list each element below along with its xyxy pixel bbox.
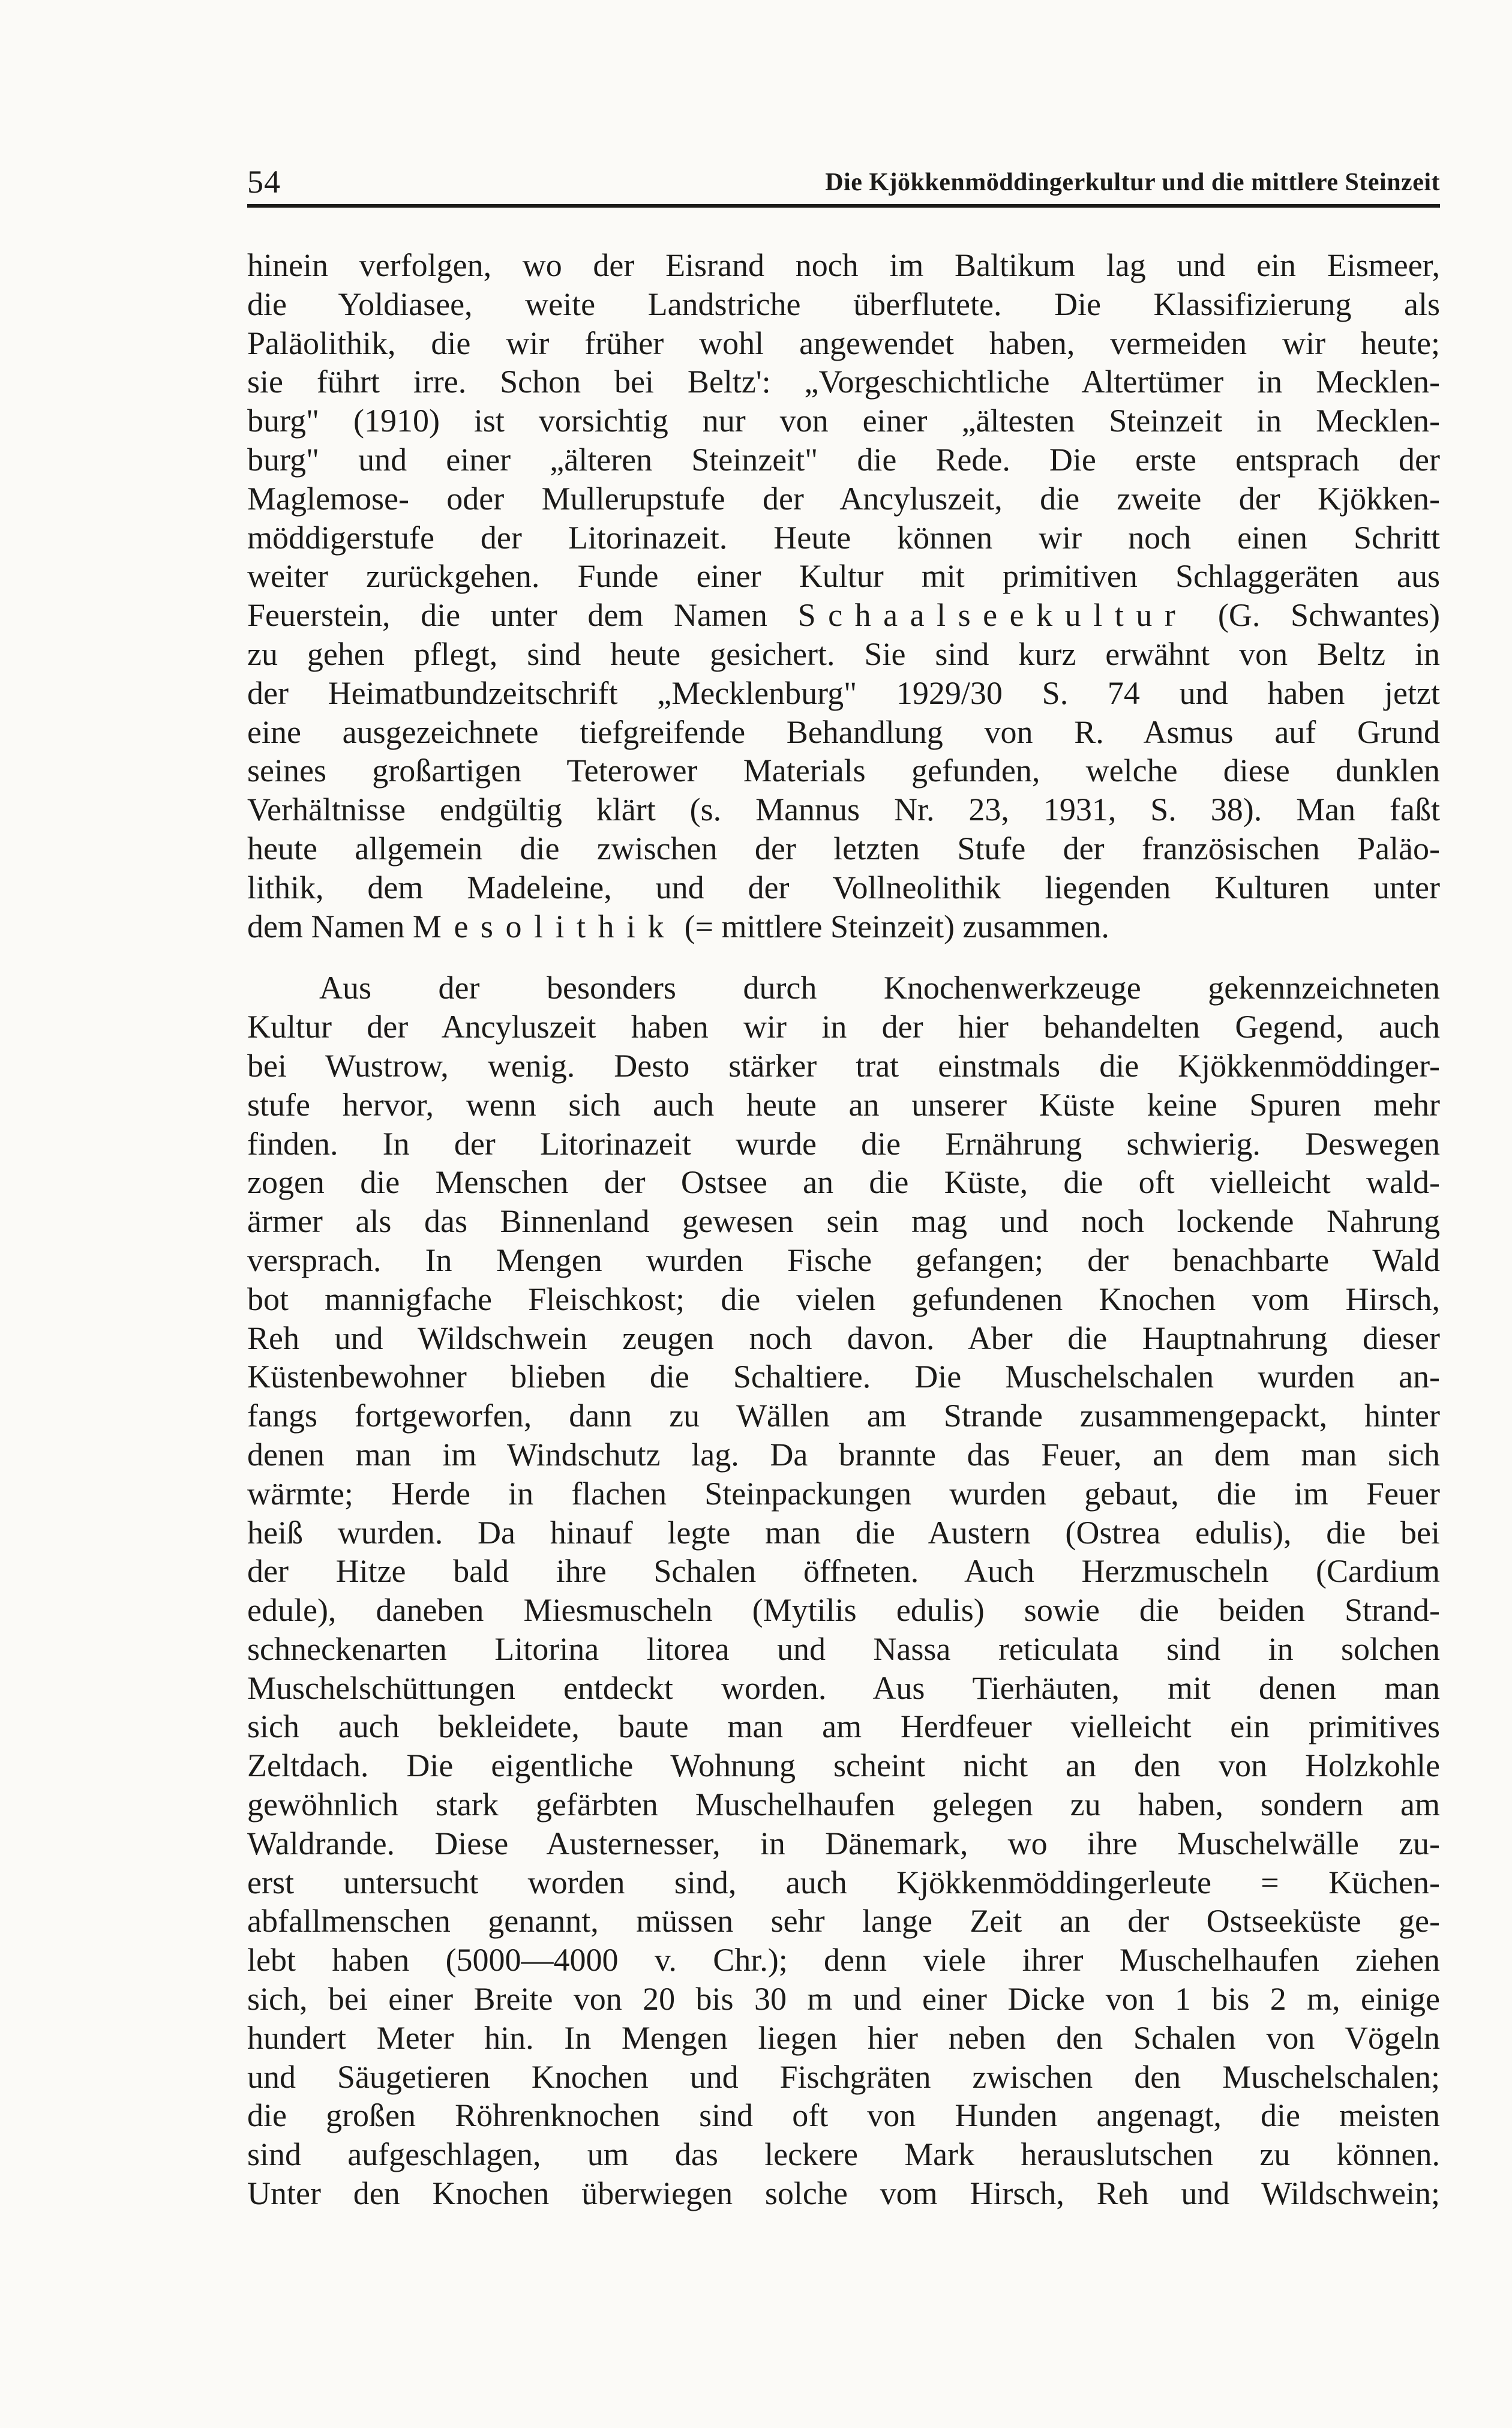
text-line: die großen Röhrenknochen sind oft von Hunden angenagt, die meisten (247, 2097, 1440, 2134)
spaced-term: Schaalseekultur (797, 597, 1188, 634)
text-line: lithik, dem Madeleine, und der Vollneolithik liegenden Kulturen unter (247, 869, 1440, 906)
text-line: finden. In der Litorinazeit wurde die Ernährung schwierig. Deswegen (247, 1125, 1440, 1162)
text-line: heiß wurden. Da hinauf legte man die Austern (Ostrea edulis), die bei (247, 1514, 1440, 1551)
text-line: seines großartigen Teterower Materials gefunden, welche diese dunklen (247, 753, 1440, 789)
running-title: Die Kjökkenmöddingerkultur und die mittlere Steinzeit (825, 169, 1440, 196)
text-line: Küstenbewohner blieben die Schaltiere. Die Muschelschalen wurden an- (247, 1359, 1440, 1395)
text-line: eine ausgezeichnete tiefgreifende Behandlung von R. Asmus auf Grund (247, 714, 1440, 750)
text-line: heute allgemein die zwischen der letzten Stufe der französischen Paläo- (247, 830, 1440, 867)
page-number: 54 (247, 164, 281, 200)
paragraph-gap (247, 946, 1440, 969)
text-segment: Feuerstein, die unter dem Namen (247, 597, 798, 634)
text-segment: (= mittlere Steinzeit) zusammen. (676, 908, 1109, 945)
text-line: die Yoldiasee, weite Landstriche überflutete. Die Klassifizierung als (247, 286, 1440, 322)
text-line: sind aufgeschlagen, um das leckere Mark herauslutschen zu können. (247, 2136, 1440, 2173)
text-line: denen man im Windschutz lag. Da brannte das Feuer, an dem man sich (247, 1436, 1440, 1473)
text-line: Zeltdach. Die eigentliche Wohnung scheint nicht an den von Holzkohle (247, 1747, 1440, 1784)
text-line: Aus der besonders durch Knochenwerkzeuge gekennzeichneten (319, 970, 1440, 1006)
text-line: hundert Meter hin. In Mengen liegen hier neben den Schalen von Vögeln (247, 2019, 1440, 2056)
text-line: und Säugetieren Knochen und Fischgräten zwischen den Muschelschalen; (247, 2058, 1440, 2095)
text-line: erst untersucht worden sind, auch Kjökkenmöddingerleute = Küchen- (247, 1864, 1440, 1901)
text-line: wärmte; Herde in flachen Steinpackungen wurden gebaut, die im Feuer (247, 1475, 1440, 1512)
text-line: sie führt irre. Schon bei Beltz': „Vorgeschichtliche Altertümer in Mecklen- (247, 364, 1440, 400)
text-line: Waldrande. Diese Austernesser, in Dänemark, wo ihre Muschelwälle zu- (247, 1825, 1440, 1862)
text-line: stufe hervor, wenn sich auch heute an unserer Küste keine Spuren mehr (247, 1086, 1440, 1123)
text-line: möddigerstufe der Litorinazeit. Heute können wir noch einen Schritt (247, 519, 1440, 556)
text-line: zogen die Menschen der Ostsee an die Küste, die oft vielleicht wald- (247, 1164, 1440, 1201)
text-line: gewöhnlich stark gefärbten Muschelhaufen gelegen zu haben, sondern am (247, 1786, 1440, 1823)
text-line: burg" und einer „älteren Steinzeit" die Rede. Die erste entsprach der (247, 441, 1440, 478)
body-text (247, 246, 1440, 2213)
text-line: schneckenarten Litorina litorea und Nassa reticulata sind in solchen (247, 1630, 1440, 1667)
text-line: Reh und Wildschwein zeugen noch davon. Aber die Hauptnahrung dieser (247, 1320, 1440, 1356)
text-line: hinein verfolgen, wo der Eisrand noch im Baltikum lag und ein Eismeer, (247, 247, 1440, 283)
text-line: zu gehen pflegt, sind heute gesichert. Sie sind kurz erwähnt von Beltz in (247, 636, 1440, 672)
header-rule (247, 204, 1440, 208)
text-segment: dem Namen (247, 908, 413, 945)
text-line: lebt haben (5000—4000 v. Chr.); denn viele ihrer Muschelhaufen ziehen (247, 1942, 1440, 1979)
text-line: Kultur der Ancyluszeit haben wir in der hier behandelten Gegend, auch (247, 1009, 1440, 1045)
text-segment: (G. Schwantes) (1187, 597, 1440, 634)
text-line (247, 596, 1440, 635)
text-line: burg" (1910) ist vorsichtig nur von einer „ältesten Steinzeit in Mecklen- (247, 403, 1440, 439)
text-line: abfallmenschen genannt, müssen sehr lange Zeit an der Ostseeküste ge- (247, 1903, 1440, 1940)
text-line: Paläolithik, die wir früher wohl angewendet haben, vermeiden wir heute; (247, 325, 1440, 361)
text-line: Verhältnisse endgültig klärt (s. Mannus Nr. 23, 1931, S. 38). Man faßt (247, 792, 1440, 828)
text-line: der Heimatbundzeitschrift „Mecklenburg" 1929/30 S. 74 und haben jetzt (247, 675, 1440, 711)
text-line: versprach. In Mengen wurden Fische gefangen; der benachbarte Wald (247, 1242, 1440, 1278)
text-line: der Hitze bald ihre Schalen öffneten. Auch Herzmuscheln (Cardium (247, 1553, 1440, 1590)
text-line: edule), daneben Miesmuscheln (Mytilis edulis) sowie die beiden Strand- (247, 1592, 1440, 1629)
text-line: Maglemose- oder Mullerupstufe der Ancyluszeit, die zweite der Kjökken- (247, 480, 1440, 517)
text-line: sich, bei einer Breite von 20 bis 30 m und einer Dicke von 1 bis 2 m, einige (247, 1981, 1440, 2018)
text-line: ärmer als das Binnenland gewesen sein mag und noch lockende Nahrung (247, 1203, 1440, 1240)
text-line: fangs fortgeworfen, dann zu Wällen am Strande zusammengepackt, hinter (247, 1398, 1440, 1434)
text-line: bei Wustrow, wenig. Desto stärker trat einstmals die Kjökkenmöddinger- (247, 1047, 1440, 1084)
page-header (247, 161, 1440, 203)
text-line: bot mannigfache Fleischkost; die vielen gefundenen Knochen vom Hirsch, (247, 1281, 1440, 1317)
text-line: Muschelschüttungen entdeckt worden. Aus Tierhäuten, mit denen man (247, 1669, 1440, 1706)
text-line: weiter zurückgehen. Funde einer Kultur mit primitiven Schlaggeräten aus (247, 558, 1440, 595)
text-line (247, 907, 1440, 946)
text-line: sich auch bekleidete, baute man am Herdfeuer vielleicht ein primitives (247, 1708, 1440, 1745)
spaced-term: Mesolithik (412, 908, 677, 945)
text-line: Unter den Knochen überwiegen solche vom Hirsch, Reh und Wildschwein; (247, 2175, 1440, 2212)
